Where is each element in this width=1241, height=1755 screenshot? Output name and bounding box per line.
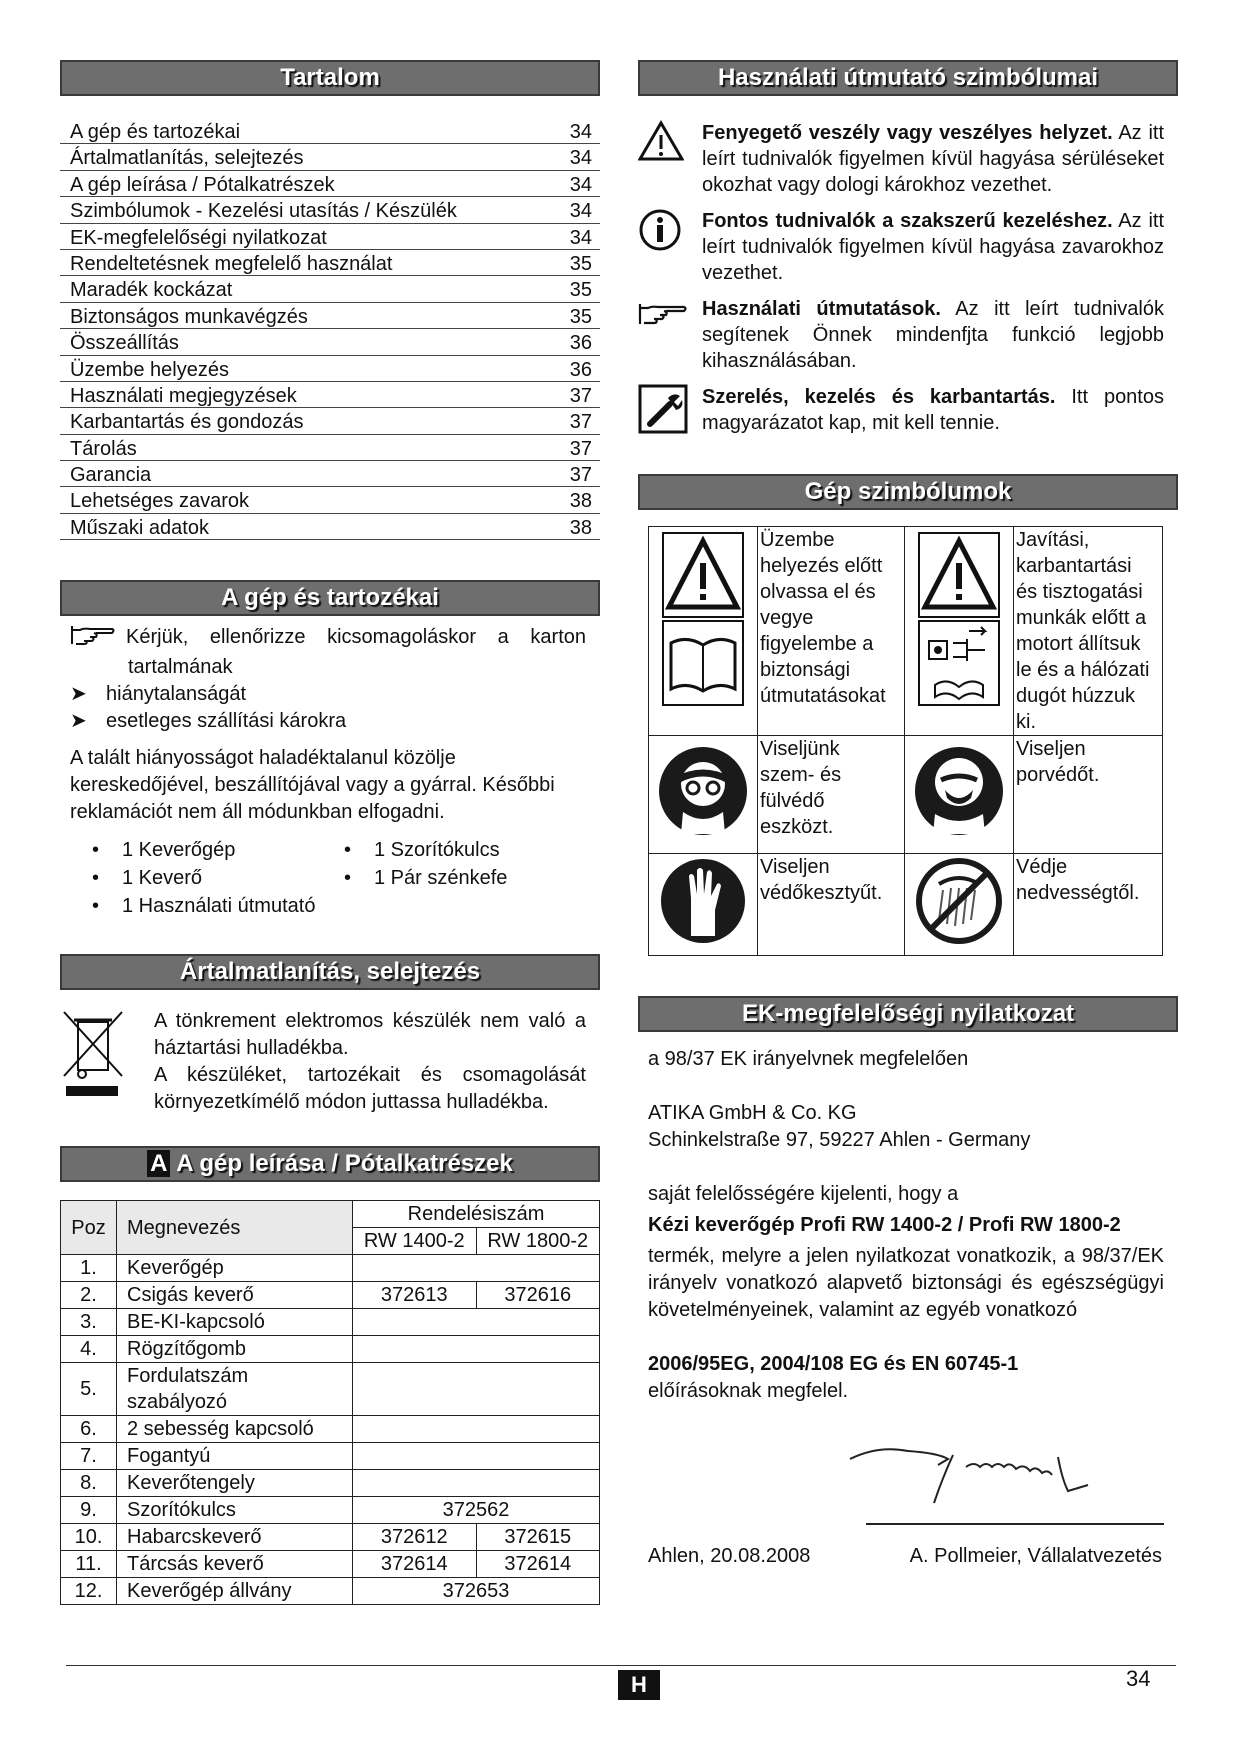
toc-row[interactable] — [60, 224, 600, 250]
disposal-header: Ártalmatlanítás, selejtezés — [60, 954, 600, 990]
machine-symbols-table — [648, 526, 1163, 956]
table-row — [61, 1255, 600, 1282]
cell-name: 2 sebesség kapcsoló — [117, 1416, 353, 1443]
symbol-row — [638, 384, 1164, 440]
cell-pos: 2. — [61, 1282, 117, 1309]
cell-order — [353, 1309, 600, 1336]
parts-header-title: A gép leírása / Pótalkatrészek — [176, 1150, 513, 1178]
dust-mask-icon — [905, 736, 1014, 854]
toc-label: Üzembe helyezés — [70, 358, 229, 381]
arrow-item-text: hiánytalanságát — [106, 683, 247, 706]
accessories-notice: A talált hiányosságot haladéktalanul közölje kereskedőjével, beszállítójával vagy a gyárral. Későbbi reklamációt nem áll módunkban elfogadni. — [70, 747, 555, 824]
accessory-item: • 1 Keverő — [92, 864, 344, 892]
accessory-list — [92, 836, 586, 920]
cell-rw1400: 372613 — [353, 1282, 477, 1309]
manual-symbols-header: Használati útmutató szimbólumai — [638, 60, 1178, 96]
declaration-address: Schinkelstraße 97, 59227 Ahlen - Germany — [648, 1129, 1031, 1151]
signature-image — [848, 1439, 1148, 1515]
footer-divider — [66, 1665, 1176, 1666]
table-row — [61, 1497, 600, 1524]
symbol-caption: Üzembe helyezés előtt olvassa el és vegye figyelembe a biztonsági útmutatásokat — [758, 527, 905, 736]
toc-label: A gép leírása / Pótalkatrészek — [70, 173, 335, 196]
crossed-bin-icon — [60, 1008, 154, 1116]
toc-row[interactable] — [60, 118, 600, 144]
toc-row[interactable] — [60, 435, 600, 461]
arrow-item — [70, 708, 586, 735]
table-row — [61, 1524, 600, 1551]
toc-label: EK-megfelelőségi nyilatkozat — [70, 226, 327, 249]
toc-label: Tárolás — [70, 437, 137, 460]
eye-ear-protection-icon — [649, 736, 758, 854]
toc-label: Ártalmatlanítás, selejtezés — [70, 147, 304, 170]
table-row — [61, 1336, 600, 1363]
cell-pos: 4. — [61, 1336, 117, 1363]
symbol-caption: Javítási, karbantartási és tisztogatási munkák előtt a motort állítsuk le és a hálózati dugót húzzuk ki. — [1014, 527, 1163, 736]
accessories-header: A gép és tartozékai — [60, 580, 600, 616]
manual-symbols-list — [638, 120, 1178, 440]
cell-name: Keverőgép — [117, 1255, 353, 1282]
cell-pos: 9. — [61, 1497, 117, 1524]
symbol-desc: Itt pontos magyarázatot kap, mit kell tennie. — [702, 386, 1164, 434]
toc-row[interactable] — [60, 356, 600, 382]
table-row — [61, 1551, 600, 1578]
symbol-caption: Viseljen védőkesztyűt. — [758, 854, 905, 956]
symbol-text — [702, 208, 1164, 286]
symbol-row — [638, 208, 1164, 286]
cell-name: Keverőtengely — [117, 1470, 353, 1497]
toc-page: 34 — [569, 200, 592, 223]
toc-row[interactable] — [60, 329, 600, 355]
declaration-intro: a 98/37 EK irányelvnek megfelelően — [648, 1048, 969, 1070]
right-column — [638, 60, 1178, 1570]
place-date: Ahlen, 20.08.2008 — [648, 1545, 811, 1567]
left-column — [60, 60, 600, 1605]
symbol-bold: Fenyegető veszély vagy veszélyes helyzet. — [702, 122, 1113, 144]
toc-row[interactable] — [60, 276, 600, 302]
cell-name: Csigás keverő — [117, 1282, 353, 1309]
toc-row[interactable] — [60, 250, 600, 276]
cell-order: 372562 — [353, 1497, 600, 1524]
no-rain-icon — [905, 854, 1014, 956]
cell-name: BE-KI-kapcsoló — [117, 1309, 353, 1336]
toc-row[interactable] — [60, 144, 600, 170]
cell-name: Fordulatszám szabályozó — [117, 1363, 353, 1416]
check-line: Kérjük, ellenőrizze kicsomagoláskor a karton — [126, 626, 586, 649]
toc-label: Garancia — [70, 464, 152, 487]
table-row — [61, 1416, 600, 1443]
declaration-conform: előírásoknak megfelel. — [648, 1380, 849, 1402]
check-line-2: tartalmának — [128, 656, 233, 679]
declaration-norms: 2006/95EG, 2004/108 EG és EN 60745-1 — [648, 1353, 1019, 1375]
symbol-bold: Szerelés, kezelés és karbantartás. — [702, 386, 1056, 408]
symbol-caption: Védje nedvességtől. — [1014, 854, 1163, 956]
cell-pos: 7. — [61, 1443, 117, 1470]
cell-pos: 5. — [61, 1363, 117, 1416]
symbol-caption: Viseljünk szem- és fülvédő eszközt. — [758, 736, 905, 854]
parts-header-prefix: A — [147, 1150, 170, 1177]
table-row — [61, 1282, 600, 1309]
toc-label: Lehetséges zavarok — [70, 490, 250, 513]
toc-row[interactable] — [60, 514, 600, 540]
signature-area — [648, 1405, 1164, 1537]
toc-label: Szimbólumok - Kezelési utasítás / Készülék — [70, 200, 457, 223]
cell-rw1400: 372614 — [353, 1551, 477, 1578]
disposal-text-2: A készüléket, tartozékait és csomagolását környezetkímélő módon juttassa hulladékba. — [154, 1064, 586, 1114]
toc-page: 35 — [569, 305, 592, 328]
arrow-item — [70, 681, 586, 708]
accessory-item: • 1 Használati útmutató — [92, 892, 344, 920]
check-instruction — [70, 624, 586, 654]
arrow-bullet-icon: ➤ — [70, 710, 87, 733]
warning-triangle-icon — [638, 120, 702, 168]
toc-row[interactable] — [60, 197, 600, 223]
toc-header: Tartalom — [60, 60, 600, 96]
toc-page: 37 — [569, 384, 592, 407]
cell-rw1800: 372615 — [476, 1524, 600, 1551]
toc-list — [60, 118, 600, 540]
toc-label: Rendeltetésnek megfelelő használat — [70, 252, 393, 275]
cell-rw1800: 372614 — [476, 1551, 600, 1578]
declaration-body — [638, 1032, 1178, 1570]
arrow-bullet-icon: ➤ — [70, 683, 87, 706]
pointing-hand-icon — [70, 624, 126, 654]
cell-order — [353, 1470, 600, 1497]
cell-pos: 3. — [61, 1309, 117, 1336]
toc-label: Összeállítás — [70, 332, 179, 355]
toc-page: 34 — [569, 121, 592, 143]
cell-pos: 1. — [61, 1255, 117, 1282]
read-manual-symbol-cell — [649, 527, 758, 736]
cell-rw1800: 372616 — [476, 1282, 600, 1309]
cell-name: Keverőgép állvány — [117, 1578, 353, 1605]
cell-order — [353, 1336, 600, 1363]
toc-page: 36 — [569, 332, 592, 355]
toc-row[interactable] — [60, 171, 600, 197]
toc-label: Karbantartás és gondozás — [70, 411, 304, 434]
head-order: Rendelésiszám — [353, 1201, 600, 1228]
cell-rw1400: 372612 — [353, 1524, 477, 1551]
accessories-body — [60, 616, 600, 920]
disposal-body — [60, 1008, 600, 1116]
cell-name: Rögzítőgomb — [117, 1336, 353, 1363]
cell-pos: 10. — [61, 1524, 117, 1551]
toc-page: 34 — [569, 173, 592, 196]
signature-line — [866, 1523, 1164, 1525]
parts-header — [60, 1146, 600, 1182]
cell-order — [353, 1255, 600, 1282]
head-pos: Poz — [61, 1201, 117, 1255]
declaration-product: Kézi keverőgép Profi RW 1400-2 / Profi RW 1800-2 — [648, 1214, 1121, 1236]
signatory: A. Pollmeier, Vállalatvezetés — [909, 1545, 1162, 1567]
accessory-item: • 1 Keverőgép — [92, 836, 344, 864]
symbol-desc: Az itt leírt tudnivalók figyelmen kívül hagyása sérüléseket okozhat vagy dologi károkhoz vezethet. — [702, 122, 1164, 196]
cell-name: Habarcskeverő — [117, 1524, 353, 1551]
cell-name: Szorítókulcs — [117, 1497, 353, 1524]
parts-table — [60, 1200, 600, 1605]
declaration-body-text: termék, melyre a jelen nyilatkozat vonatkozik, a 98/37/EK irányelv vonatkozó alapvető biztonsági és egészségügyi követelményeinek, valamint az egyéb vonatkozó — [648, 1245, 1164, 1321]
toc-page: 37 — [569, 437, 592, 460]
toc-label: A gép és tartozékai — [70, 121, 241, 143]
pointing-hand-icon — [638, 296, 702, 332]
toc-page: 35 — [569, 279, 592, 302]
cell-pos: 6. — [61, 1416, 117, 1443]
signature-footer — [648, 1543, 1164, 1570]
table-row — [61, 1443, 600, 1470]
head-rw1400: RW 1400-2 — [353, 1228, 477, 1255]
unplug-symbol-cell — [905, 527, 1014, 736]
gloves-icon — [649, 854, 758, 956]
head-rw1800: RW 1800-2 — [476, 1228, 600, 1255]
cell-name: Fogantyú — [117, 1443, 353, 1470]
head-name: Megnevezés — [117, 1201, 353, 1255]
table-row — [61, 1309, 600, 1336]
toc-label: Műszaki adatok — [70, 516, 209, 539]
cell-order: 372653 — [353, 1578, 600, 1605]
toc-row[interactable] — [60, 487, 600, 513]
symbol-row — [638, 296, 1164, 374]
language-badge: H — [618, 1670, 660, 1700]
toc-page: 34 — [569, 226, 592, 249]
page-number: 34 — [1126, 1666, 1151, 1691]
toc-row[interactable] — [60, 461, 600, 487]
disposal-text — [154, 1008, 600, 1116]
symbol-desc: Az itt leírt tudnivalók figyelmen kívül hagyása zavarokhoz vezethet. — [702, 210, 1164, 284]
symbol-caption: Viseljen porvédőt. — [1014, 736, 1163, 854]
info-icon — [638, 208, 702, 258]
toc-row[interactable] — [60, 382, 600, 408]
cell-pos: 8. — [61, 1470, 117, 1497]
symbol-bold: Használati útmutatások. — [702, 298, 941, 320]
declaration-header: EK-megfelelőségi nyilatkozat — [638, 996, 1178, 1032]
cell-pos: 11. — [61, 1551, 117, 1578]
toc-label: Használati megjegyzések — [70, 384, 297, 407]
cell-order — [353, 1443, 600, 1470]
toc-page: 38 — [569, 516, 592, 539]
cell-order — [353, 1416, 600, 1443]
accessory-item: • 1 Pár szénkefe — [344, 864, 596, 892]
declaration-statement: saját felelősségére kijelenti, hogy a — [648, 1183, 959, 1205]
symbol-text — [702, 296, 1164, 374]
toc-page: 38 — [569, 490, 592, 513]
cell-pos: 12. — [61, 1578, 117, 1605]
symbol-text — [702, 384, 1164, 436]
toc-row[interactable] — [60, 408, 600, 434]
table-row — [61, 1578, 600, 1605]
wrench-icon — [638, 384, 702, 440]
cell-name: Tárcsás keverő — [117, 1551, 353, 1578]
toc-page: 34 — [569, 147, 592, 170]
symbol-desc: Az itt leírt tudnivalók segítenek Önnek mindenfjta funkció legjobb kihasználásában. — [702, 298, 1164, 372]
symbol-row — [638, 120, 1164, 198]
symbol-text — [702, 120, 1164, 198]
toc-row[interactable] — [60, 303, 600, 329]
machine-symbols-header: Gép szimbólumok — [638, 474, 1178, 510]
disposal-text-1: A tönkrement elektromos készülék nem való a háztartási hulladékba. — [154, 1010, 586, 1060]
cell-order — [353, 1363, 600, 1416]
arrow-item-text: esetleges szállítási károkra — [106, 710, 347, 733]
table-row — [61, 1470, 600, 1497]
toc-label: Biztonságos munkavégzés — [70, 305, 308, 328]
toc-page: 35 — [569, 252, 592, 275]
toc-page: 37 — [569, 411, 592, 434]
accessory-item: • 1 Szorítókulcs — [344, 836, 596, 864]
table-row — [61, 1363, 600, 1416]
declaration-company: ATIKA GmbH & Co. KG — [648, 1102, 857, 1124]
toc-page: 37 — [569, 464, 592, 487]
toc-label: Maradék kockázat — [70, 279, 233, 302]
symbol-bold: Fontos tudnivalók a szakszerű kezeléshez. — [702, 210, 1113, 232]
toc-page: 36 — [569, 358, 592, 381]
